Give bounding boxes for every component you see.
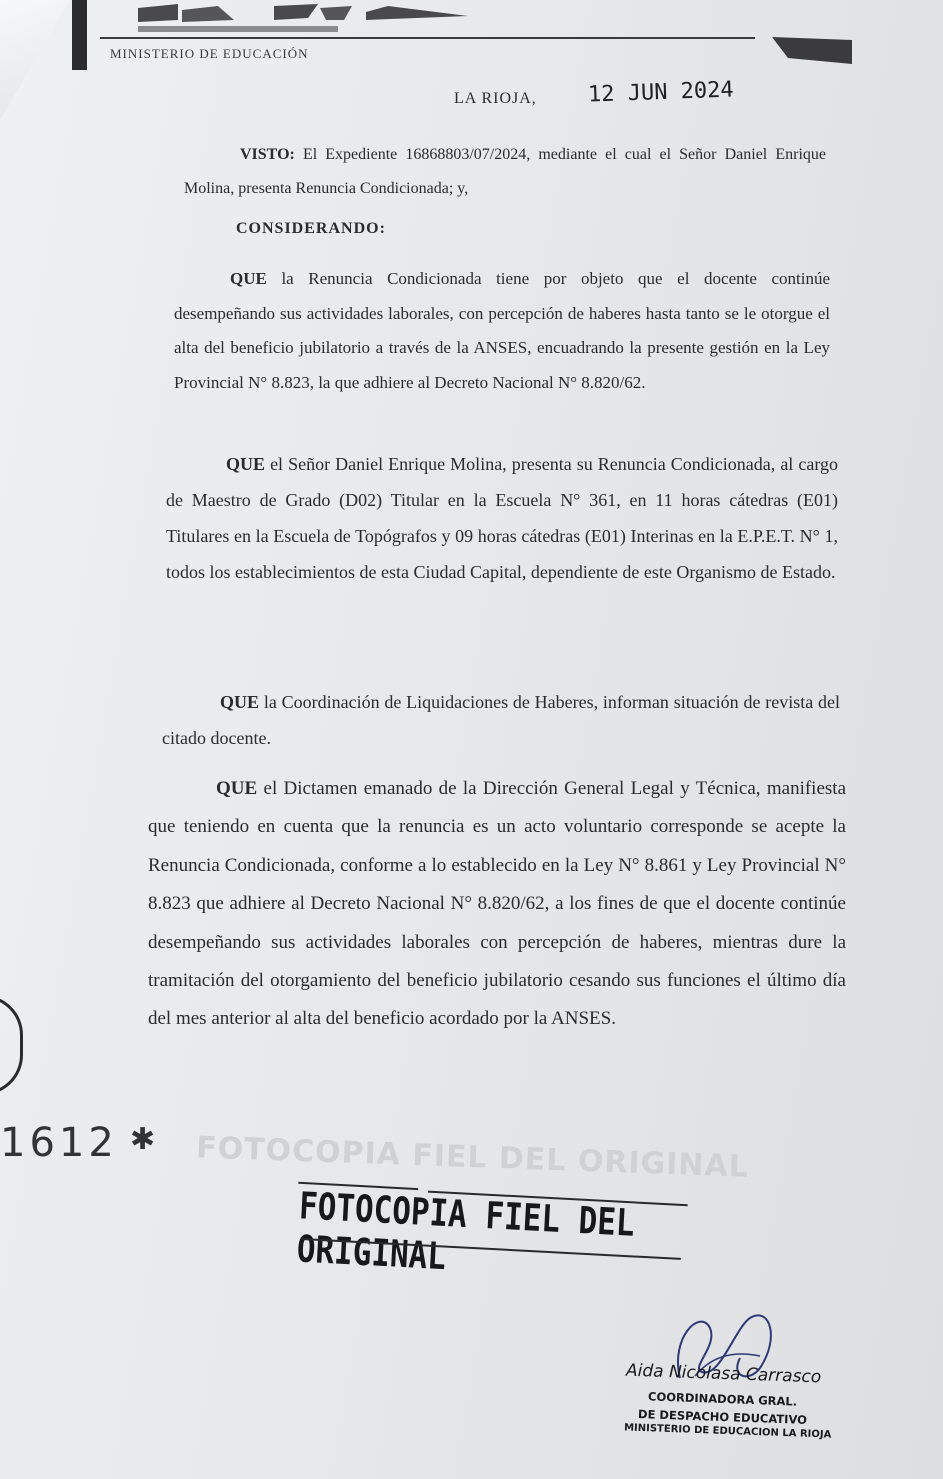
signer-title-3: MINISTERIO DE EDUCACION LA RIOJA	[623, 1422, 832, 1441]
paragraph-que-1	[174, 262, 830, 400]
margin-bracket	[0, 995, 23, 1095]
ministry-heading: MINISTERIO DE EDUCACIÓN	[110, 46, 309, 61]
paragraph-que-2	[166, 446, 838, 590]
paragraph-text: la Coordinación de Liquidaciones de Haberes, informan situación de revista del citado docente.	[162, 692, 841, 748]
que-lead: QUE	[230, 269, 267, 288]
que-lead: QUE	[216, 778, 258, 799]
date-place: LA RIOJA,	[454, 90, 537, 107]
certified-copy-stamp	[294, 1182, 690, 1282]
paragraph-text: el Señor Daniel Enrique Molina, presenta su Renuncia Condicionada, al cargo de Maestro de Grado (D02) Titular en la Escuela N° 361, en 11 horas cátedras (E01) Titulares en la Escuela de Topógrafos y 09 horas cátedras (E01) Interinas en la E.P.E.T. N° 1, todos los establecimientos de esta Ciudad Capital, dependiente de este Organismo de Estado.	[166, 454, 839, 582]
signer-name: Aida Nicolasa Carrasco	[625, 1360, 822, 1388]
asterisk-mark: ✱	[130, 1123, 156, 1156]
signer-title-2: DE DESPACHO EDUCATIVO	[637, 1407, 808, 1427]
visto-paragraph	[184, 138, 826, 206]
visto-text: El Expediente 16868803/07/2024, mediante el cual el Señor Daniel Enrique Molina, presenta Renuncia Condicionada; y,	[184, 146, 826, 197]
paragraph-que-4	[148, 770, 846, 1039]
page-number: 1612	[0, 1120, 118, 1166]
handwritten-date: 12 JUN 2024	[587, 77, 735, 108]
considerando-heading: CONSIDERANDO:	[236, 220, 386, 237]
que-lead: QUE	[220, 692, 260, 712]
paragraph-text: el Dictamen emanado de la Dirección General Legal y Técnica, manifiesta que teniendo en cuenta que la renuncia es un acto voluntario corresponde se acepte la Renuncia Condicionada, conforme a lo establecido en la Ley N° 8.861 y Ley Provincial N° 8.823 que adhiere al Decreto Nacional N° 8.820/62, a los fines de que el docente continúe desempeñando sus actividades laborales con percepción de haberes, mientras dure la tramitación del otorgamiento del beneficio jubilatorio cesando sus funciones el último día del mes anterior al alta del beneficio acordado por la ANSES.	[148, 778, 847, 1030]
que-lead: QUE	[226, 454, 266, 474]
visto-label: VISTO:	[240, 146, 295, 163]
page-fold	[0, 0, 70, 120]
signer-title-1: COORDINADORA GRAL.	[647, 1389, 798, 1409]
corner-mark	[772, 34, 852, 64]
faint-stamp-imprint: FOTOCOPIA FIEL DEL ORIGINAL	[195, 1130, 750, 1185]
stamp-text: FOTOCOPIA FIEL DEL ORIGINAL	[295, 1184, 636, 1279]
province-logo	[138, 0, 478, 36]
header-bar	[72, 0, 87, 70]
paragraph-text: la Renuncia Condicionada tiene por objeto que el docente continúe desempeñando sus actividades laborales, con percepción de haberes hasta tanto se le otorgue el alta del beneficio jubilatorio a través de la ANSES, encuadrando la presente gestión en la Ley Provincial N° 8.823, la que adhiere al Decreto Nacional N° 8.820/62.	[174, 269, 830, 392]
header-rule	[100, 37, 755, 39]
paragraph-que-3	[162, 684, 840, 756]
